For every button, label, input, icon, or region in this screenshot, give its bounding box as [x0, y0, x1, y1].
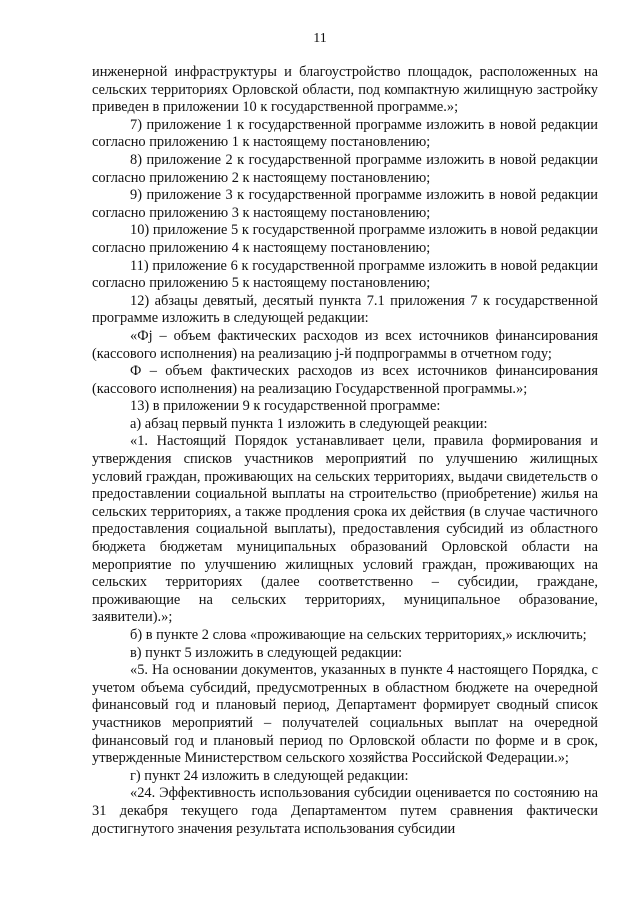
- paragraph: 8) приложение 2 к государственной программе изложить в новой редакции согласно приложению 2 к настоящему постановлению;: [92, 151, 598, 186]
- paragraph: 9) приложение 3 к государственной программе изложить в новой редакции согласно приложению 3 к настоящему постановлению;: [92, 187, 598, 221]
- paragraph: г) пункт 24 изложить в следующей редакции:: [130, 767, 409, 784]
- paragraph: инженерной инфраструктуры и благоустройство площадок, расположенных на сельских территориях Орловской области, под компактную жилищную застройку приведен в приложении 10 к государственной программе.»;: [92, 64, 598, 116]
- paragraph: «Фj – объем фактических расходов из всех источников финансирования (кассового исполнения) на реализацию j-й подпрограммы в отчетном году;: [92, 327, 598, 362]
- paragraph: а) абзац первый пункта 1 изложить в следующей реакции:: [130, 415, 488, 432]
- document-body: [92, 64, 598, 838]
- paragraph: 7) приложение 1 к государственной программе изложить в новой редакции согласно приложению 1 к настоящему постановлению;: [92, 116, 598, 151]
- paragraph: 13) в приложении 9 к государственной программе:: [130, 398, 441, 415]
- paragraph: 10) приложение 5 к государственной программе изложить в новой редакции согласно приложению 4 к настоящему постановлению;: [92, 222, 598, 256]
- paragraph: «1. Настоящий Порядок устанавливает цели, правила формирования и утверждения списков участников мероприятий по улучшению жилищных условий граждан, проживающих на сельских территориях, выдачи свидетельств о предоставлении социальной выплаты на строительство (приобретение) жилья на сельских территориях, а также продления срока их действия (в случае частичного предоставления социальной выплаты), предоставления субсидий из областного бюджета бюджетам муниципальных образований Орловской области на мероприятие по улучшению жилищных условий граждан, проживающих на сельских территориях (далее соответственно – субсидии, граждане, проживающие на сельских территориях, муниципальное образование, заявители).»;: [92, 433, 598, 626]
- paragraph: 12) абзацы девятый, десятый пункта 7.1 приложения 7 к государственной программе изложить в следующей редакции:: [92, 292, 598, 327]
- paragraph: Ф – объем фактических расходов из всех источников финансирования (кассового исполнения) на реализацию Государственной программы.»;: [92, 363, 598, 397]
- paragraph: «5. На основании документов, указанных в пункте 4 настоящего Порядка, с учетом объема субсидий, предусмотренных в областном бюджете на очередной финансовый год и плановый период, Департамент формирует сводный список участников мероприятий – получателей социальных выплат на очередной финансовый год и плановый период по Орловской области по форме и в срок, утвержденные Министерством сельского хозяйства Российской Федерации.»;: [92, 662, 598, 767]
- page-number: 11: [313, 31, 327, 46]
- paragraph: в) пункт 5 изложить в следующей редакции:: [130, 644, 403, 661]
- paragraph: 11) приложение 6 к государственной программе изложить в новой редакции согласно приложению 5 к настоящему постановлению;: [92, 257, 598, 292]
- paragraph: «24. Эффективность использования субсидии оценивается по состоянию на 31 декабря текущего года Департаментом путем сравнения фактически достигнутого значения результата использования субсидии: [92, 785, 598, 837]
- paragraph: б) в пункте 2 слова «проживающие на сельских территориях,» исключить;: [130, 627, 587, 643]
